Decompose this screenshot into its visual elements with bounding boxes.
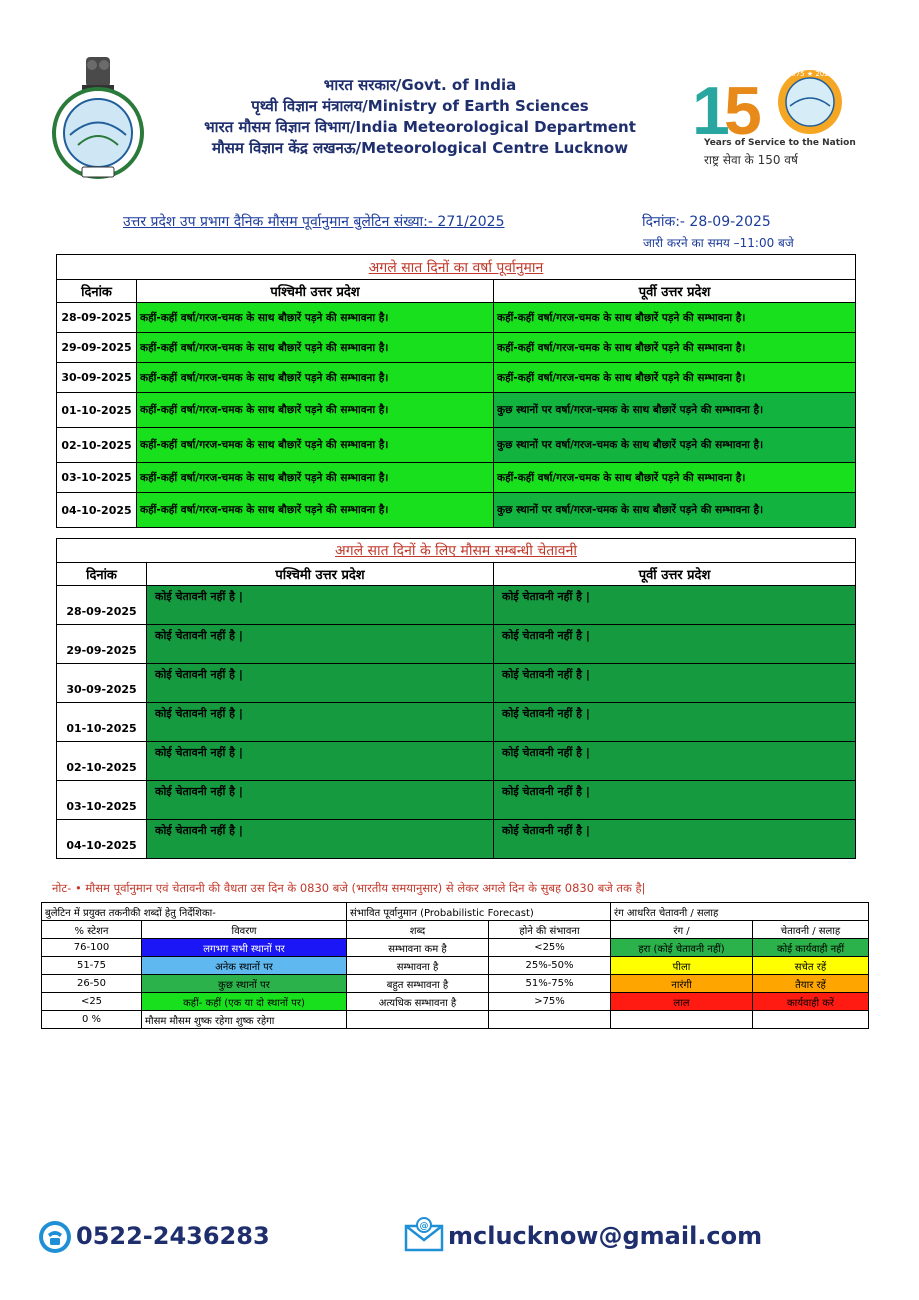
legend-chance: 51%-75% [489, 975, 611, 993]
rain-east: कहीं-कहीं वर्षा/गरज-चमक के साथ बौछारें पड़ने की सम्भावना है। [494, 303, 856, 333]
legend-station: 51-75 [42, 957, 142, 975]
warn-east: कोई चेतावनी नहीं है | [494, 781, 856, 820]
legend-prob-title: संभावित पूर्वानुमान (Probabilistic Forecast) [347, 903, 611, 921]
legend-advice: कार्यवाही करें [753, 993, 869, 1011]
table-row [57, 703, 856, 742]
warn-west: कोई चेतावनी नहीं है | [147, 703, 494, 742]
warn-east: कोई चेतावनी नहीं है | [494, 625, 856, 664]
warn-date: 03-10-2025 [57, 781, 147, 820]
table-row [42, 957, 869, 975]
logo-tagline-en: Years of Service to the Nation [704, 138, 856, 148]
rain-west: कहीं-कहीं वर्षा/गरज-चमक के साथ बौछारें पड़ने की सम्भावना है। [137, 333, 494, 363]
legend-chance: 25%-50% [489, 957, 611, 975]
legend-chance: <25% [489, 939, 611, 957]
legend-word: सम्भावना कम है [347, 939, 489, 957]
page-header [0, 0, 919, 200]
legend-desc: कहीं- कहीं (एक या दो स्थानों पर) [142, 993, 347, 1011]
table-row [57, 428, 856, 463]
legend-desc: अनेक स्थानों पर [142, 957, 347, 975]
legend-advice: तैयार रहें [753, 975, 869, 993]
legend-advice: सचेत रहें [753, 957, 869, 975]
legend-word: अत्यधिक सम्भावना है [347, 993, 489, 1011]
legend-col-chance: होने की संभावना [489, 921, 611, 939]
table-row [57, 393, 856, 428]
svg-text:@: @ [419, 1221, 429, 1232]
warn-west: कोई चेतावनी नहीं है | [147, 820, 494, 859]
legend-col-color: रंग / [611, 921, 753, 939]
legend-table [41, 902, 869, 1029]
rain-east: कुछ स्थानों पर वर्षा/गरज-चमक के साथ बौछारें पड़ने की सम्भावना है। [494, 428, 856, 463]
rain-table-caption: अगले सात दिनों का वर्षा पूर्वानुमान [368, 259, 544, 276]
rain-col-west: पश्चिमी उत्तर प्रदेश [137, 280, 494, 303]
legend-color-title: रंग आधरित चेतावनी / सलाह [611, 903, 869, 921]
warn-west: कोई चेतावनी नहीं है | [147, 664, 494, 703]
rain-west: कहीं-कहीं वर्षा/गरज-चमक के साथ बौछारें पड़ने की सम्भावना है। [137, 463, 494, 493]
header-line-govt: भारत सरकार/Govt. of India [323, 76, 517, 94]
table-row [42, 939, 869, 957]
logo-tagline-hi: राष्ट्र सेवा के 150 वर्ष [704, 153, 798, 167]
warn-west: कोई चेतावनी नहीं है | [147, 742, 494, 781]
legend-station: 76-100 [42, 939, 142, 957]
legend-advice: कोई कार्यवाही नहीं [753, 939, 869, 957]
rain-date: 30-09-2025 [57, 363, 137, 393]
rain-west: कहीं-कहीं वर्षा/गरज-चमक के साथ बौछारें पड़ने की सम्भावना है। [137, 393, 494, 428]
legend-color: हरा (कोई चेतावनी नहीं) [611, 939, 753, 957]
legend-station: <25 [42, 993, 142, 1011]
issue-time: जारी करने का समय –11:00 बजे [643, 236, 794, 250]
legend-guide-title: बुलेटिन में प्रयुक्त तकनीकी शब्दों हेतु निर्देशिका- [42, 903, 347, 921]
legend-col-station: % स्टेशन [42, 921, 142, 939]
header-titles [170, 75, 670, 159]
rain-east: कहीं-कहीं वर्षा/गरज-चमक के साथ बौछारें पड़ने की सम्भावना है। [494, 363, 856, 393]
rain-col-date: दिनांक [57, 280, 137, 303]
rain-west: कहीं-कहीं वर्षा/गरज-चमक के साथ बौछारें पड़ने की सम्भावना है। [137, 303, 494, 333]
warn-col-west: पश्चिमी उत्तर प्रदेश [147, 563, 494, 586]
legend-col-advice: चेतावनी / सलाह [753, 921, 869, 939]
rain-east: कुछ स्थानों पर वर्षा/गरज-चमक के साथ बौछारें पड़ने की सम्भावना है। [494, 393, 856, 428]
legend-word: सम्भावना है [347, 957, 489, 975]
warn-date: 29-09-2025 [57, 625, 147, 664]
rain-west: कहीं-कहीं वर्षा/गरज-चमक के साथ बौछारें पड़ने की सम्भावना है। [137, 493, 494, 528]
phone-icon [38, 1220, 72, 1254]
warn-date: 02-10-2025 [57, 742, 147, 781]
contact-email-address: mclucknow@gmail.com [448, 1222, 763, 1250]
table-row [57, 586, 856, 625]
legend-color: नारंगी [611, 975, 753, 993]
weather-warning-table [56, 538, 856, 859]
rain-east: कहीं-कहीं वर्षा/गरज-चमक के साथ बौछारें पड़ने की सम्भावना है। [494, 463, 856, 493]
rain-date: 04-10-2025 [57, 493, 137, 528]
legend-col-desc: विवरण [142, 921, 347, 939]
header-line-centre: मौसम विज्ञान केंद्र लखनऊ/Meteorological Centre Lucknow [211, 139, 629, 157]
table-row [42, 993, 869, 1011]
logo-years: 1875 ★ 2025 [786, 70, 834, 78]
rain-date: 02-10-2025 [57, 428, 137, 463]
warn-east: कोई चेतावनी नहीं है | [494, 820, 856, 859]
table-row [57, 333, 856, 363]
rain-west: कहीं-कहीं वर्षा/गरज-चमक के साथ बौछारें पड़ने की सम्भावना है। [137, 363, 494, 393]
table-row [57, 463, 856, 493]
warn-date: 04-10-2025 [57, 820, 147, 859]
warn-col-east: पूर्वी उत्तर प्रदेश [494, 563, 856, 586]
legend-color [611, 1011, 753, 1029]
rain-forecast-table [56, 254, 856, 528]
validity-note: नोट- • मौसम पूर्वानुमान एवं चेतावनी की वैधता उस दिन के 0830 बजे (भारतीय समयानुसार) से लेकर अगले दिन के सुबह 0830 बजे तक है| [52, 881, 646, 895]
legend-word [347, 1011, 489, 1029]
warn-date: 01-10-2025 [57, 703, 147, 742]
table-row [57, 742, 856, 781]
warn-east: कोई चेतावनी नहीं है | [494, 664, 856, 703]
imd-emblem-icon [48, 55, 148, 180]
table-row [57, 303, 856, 333]
warn-east: कोई चेतावनी नहीं है | [494, 703, 856, 742]
table-row [57, 493, 856, 528]
warn-east: कोई चेतावनी नहीं है | [494, 742, 856, 781]
contact-phone-number: 0522-2436283 [76, 1222, 270, 1250]
logo-five: 5 [724, 73, 762, 149]
legend-desc: लगभग सभी स्थानों पर [142, 939, 347, 957]
warn-west: कोई चेतावनी नहीं है | [147, 625, 494, 664]
table-row [57, 781, 856, 820]
legend-word: बहुत सम्भावना है [347, 975, 489, 993]
legend-desc: मौसम मौसम शुष्क रहेगा शुष्क रहेगा [142, 1011, 347, 1029]
warn-west: कोई चेतावनी नहीं है | [147, 781, 494, 820]
legend-color: लाल [611, 993, 753, 1011]
legend-station: 0 % [42, 1011, 142, 1029]
warn-west: कोई चेतावनी नहीं है | [147, 586, 494, 625]
rain-date: 29-09-2025 [57, 333, 137, 363]
legend-advice [753, 1011, 869, 1029]
legend-chance: >75% [489, 993, 611, 1011]
table-row [57, 820, 856, 859]
warn-east: कोई चेतावनी नहीं है | [494, 586, 856, 625]
rain-east: कुछ स्थानों पर वर्षा/गरज-चमक के साथ बौछारें पड़ने की सम्भावना है। [494, 493, 856, 528]
legend-col-word: शब्द [347, 921, 489, 939]
legend-chance [489, 1011, 611, 1029]
table-row [42, 1011, 869, 1029]
rain-date: 01-10-2025 [57, 393, 137, 428]
table-row [57, 363, 856, 393]
table-row [57, 664, 856, 703]
logo-one: 1 [692, 73, 730, 149]
rain-col-east: पूर्वी उत्तर प्रदेश [494, 280, 856, 303]
legend-desc: कुछ स्थानों पर [142, 975, 347, 993]
header-line-imd: भारत मौसम विज्ञान विभाग/India Meteorological Department [204, 118, 636, 136]
table-row [57, 625, 856, 664]
email-icon [404, 1216, 444, 1252]
header-line-ministry: पृथ्वी विज्ञान मंत्रालय/Ministry of Earth Sciences [251, 97, 589, 115]
warn-col-date: दिनांक [57, 563, 147, 586]
rain-east: कहीं-कहीं वर्षा/गरज-चमक के साथ बौछारें पड़ने की सम्भावना है। [494, 333, 856, 363]
bulletin-date: दिनांक:- 28-09-2025 [642, 214, 771, 230]
legend-station: 26-50 [42, 975, 142, 993]
rain-date: 28-09-2025 [57, 303, 137, 333]
warn-date: 28-09-2025 [57, 586, 147, 625]
legend-color: पीला [611, 957, 753, 975]
warn-date: 30-09-2025 [57, 664, 147, 703]
rain-west: कहीं-कहीं वर्षा/गरज-चमक के साथ बौछारें पड़ने की सम्भावना है। [137, 428, 494, 463]
table-row [42, 975, 869, 993]
rain-date: 03-10-2025 [57, 463, 137, 493]
warning-table-caption: अगले सात दिनों के लिए मौसम सम्बन्धी चेतावनी [335, 543, 577, 559]
bulletin-title: उत्तर प्रदेश उप प्रभाग दैनिक मौसम पूर्वानुमान बुलेटिन संख्या:- 271/2025 [123, 214, 505, 230]
